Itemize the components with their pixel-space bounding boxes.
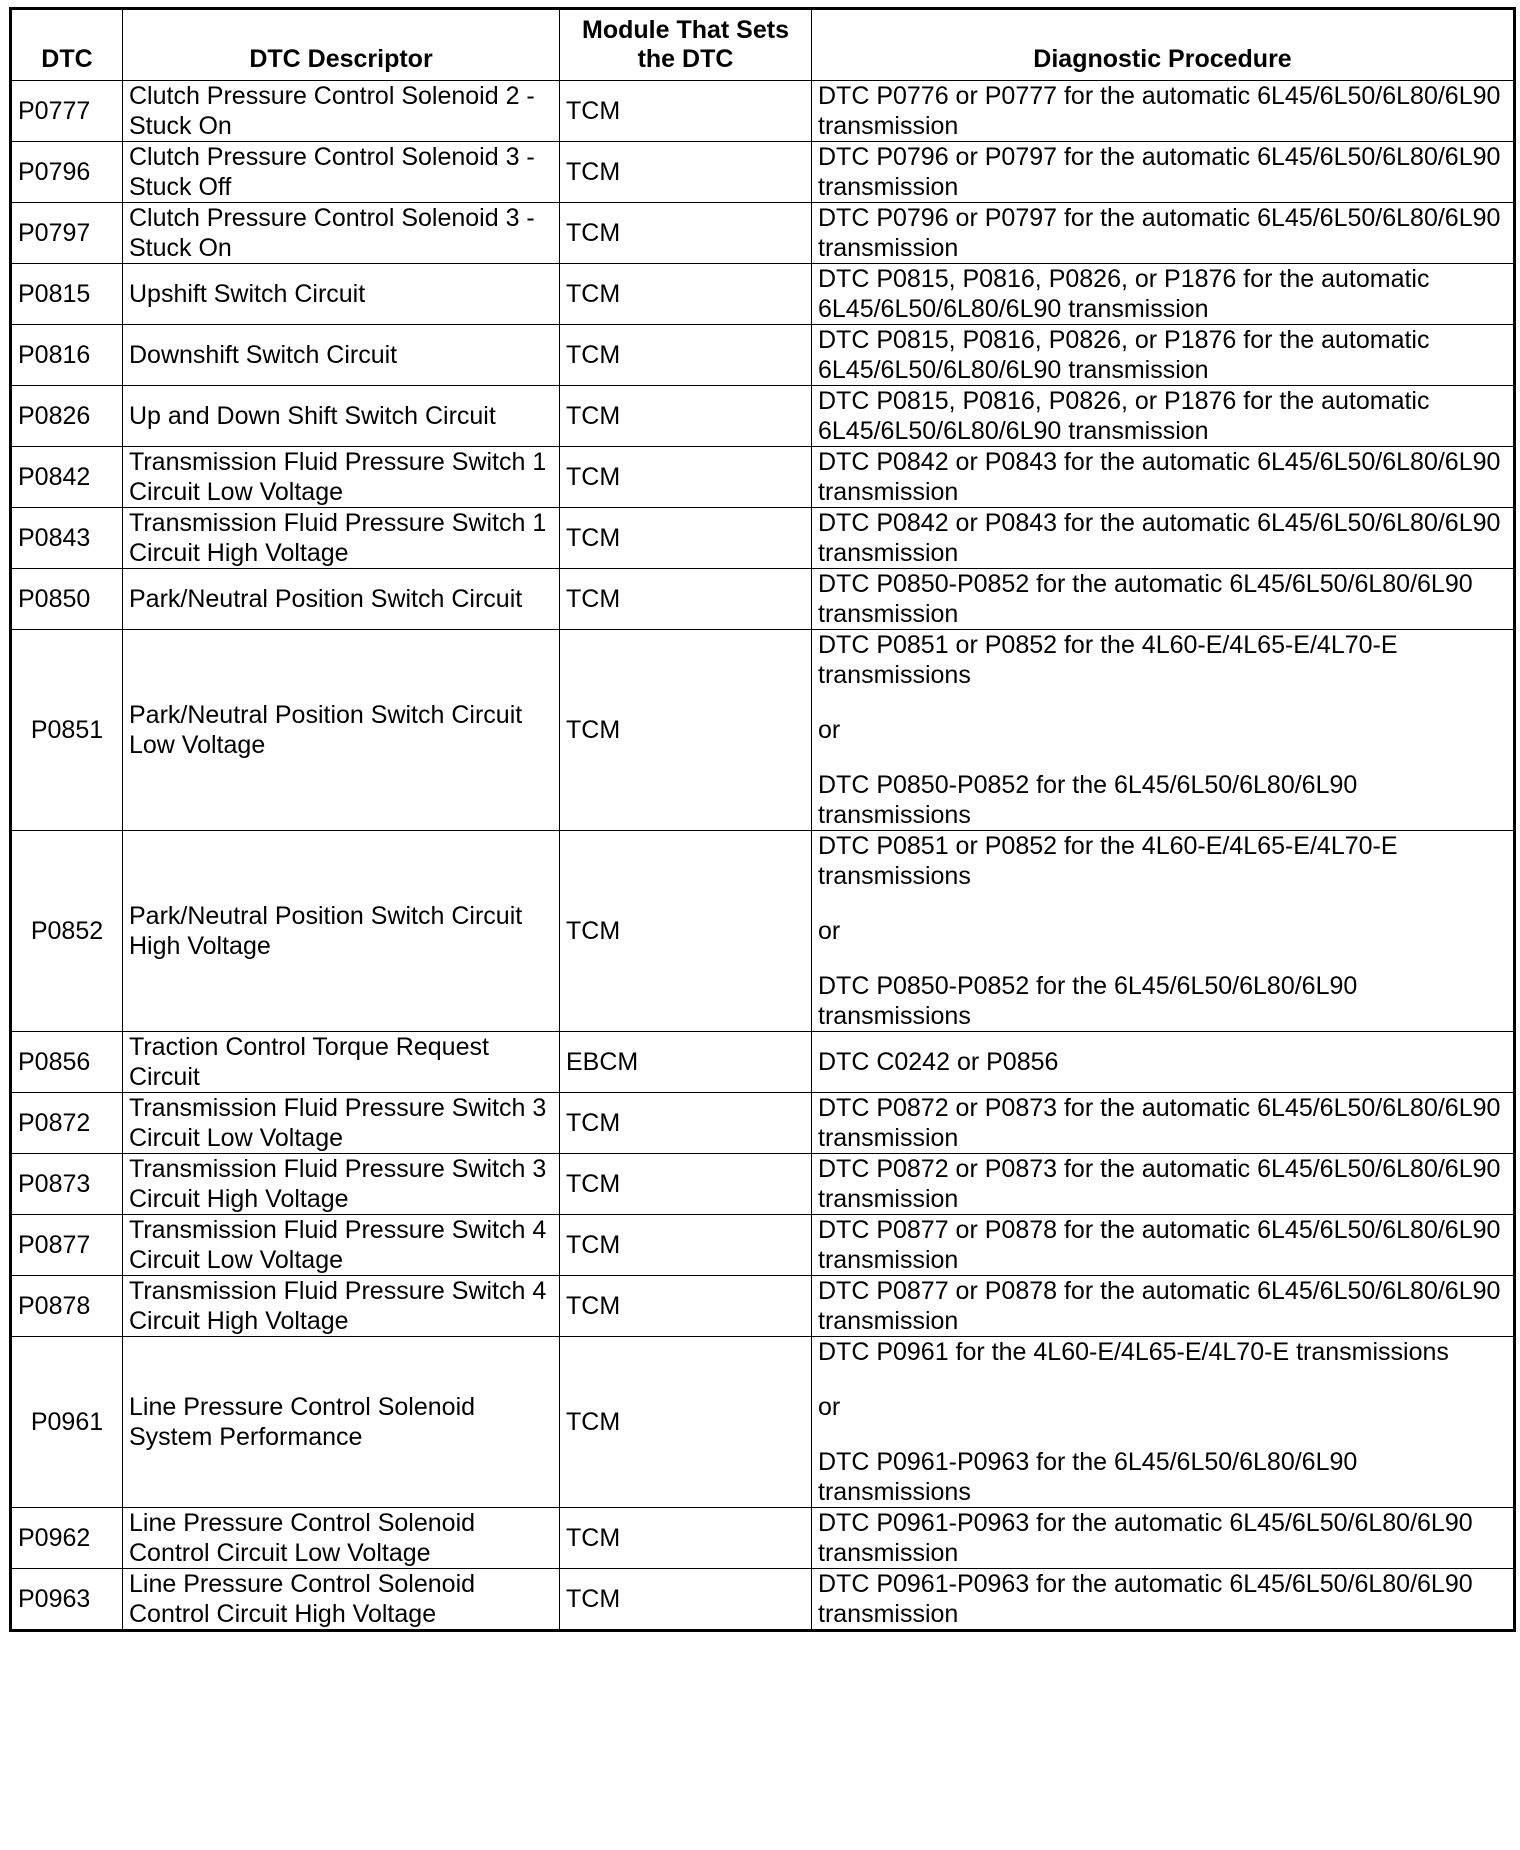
procedure-text: DTC P0796 or P0797 for the automatic 6L45/6L50/6L80/6L90 transmission bbox=[818, 204, 1501, 262]
cell-dtc: P0850 bbox=[11, 569, 123, 630]
cell-procedure bbox=[812, 447, 1515, 508]
cell-module: TCM bbox=[560, 447, 812, 508]
cell-module: TCM bbox=[560, 325, 812, 386]
cell-descriptor: Park/Neutral Position Switch Circuit Low Voltage bbox=[123, 630, 560, 831]
cell-dtc: P0877 bbox=[11, 1215, 123, 1276]
cell-descriptor: Transmission Fluid Pressure Switch 3 Circuit Low Voltage bbox=[123, 1093, 560, 1154]
procedure-text: DTC P0872 or P0873 for the automatic 6L45/6L50/6L80/6L90 transmission bbox=[818, 1094, 1501, 1152]
cell-dtc: P0873 bbox=[11, 1154, 123, 1215]
cell-dtc: P0816 bbox=[11, 325, 123, 386]
cell-descriptor: Transmission Fluid Pressure Switch 4 Circuit High Voltage bbox=[123, 1276, 560, 1337]
cell-module: TCM bbox=[560, 1093, 812, 1154]
table-row bbox=[11, 831, 1515, 1032]
cell-descriptor: Upshift Switch Circuit bbox=[123, 264, 560, 325]
cell-procedure bbox=[812, 1569, 1515, 1631]
cell-procedure bbox=[812, 264, 1515, 325]
procedure-text: DTC P0877 or P0878 for the automatic 6L45/6L50/6L80/6L90 transmission bbox=[818, 1216, 1501, 1274]
cell-dtc: P0878 bbox=[11, 1276, 123, 1337]
cell-dtc: P0962 bbox=[11, 1508, 123, 1569]
table-row bbox=[11, 81, 1515, 142]
cell-procedure bbox=[812, 203, 1515, 264]
cell-descriptor: Up and Down Shift Switch Circuit bbox=[123, 386, 560, 447]
cell-procedure bbox=[812, 1508, 1515, 1569]
procedure-text: DTC P0850-P0852 for the 6L45/6L50/6L80/6L90 transmissions bbox=[818, 972, 1358, 1030]
cell-procedure bbox=[812, 1093, 1515, 1154]
table-row bbox=[11, 142, 1515, 203]
cell-module: TCM bbox=[560, 831, 812, 1032]
cell-dtc: P0961 bbox=[11, 1337, 123, 1508]
table-row bbox=[11, 203, 1515, 264]
header-module: Module That Sets the DTC bbox=[560, 9, 812, 81]
cell-descriptor: Line Pressure Control Solenoid Control Circuit Low Voltage bbox=[123, 1508, 560, 1569]
table-row bbox=[11, 630, 1515, 831]
cell-dtc: P0851 bbox=[11, 630, 123, 831]
table-row bbox=[11, 1215, 1515, 1276]
table-row bbox=[11, 1032, 1515, 1093]
cell-procedure bbox=[812, 1154, 1515, 1215]
cell-descriptor: Transmission Fluid Pressure Switch 1 Circuit High Voltage bbox=[123, 508, 560, 569]
table-row bbox=[11, 264, 1515, 325]
procedure-text: DTC P0842 or P0843 for the automatic 6L45/6L50/6L80/6L90 transmission bbox=[818, 509, 1501, 567]
cell-dtc: P0815 bbox=[11, 264, 123, 325]
cell-module: EBCM bbox=[560, 1032, 812, 1093]
cell-descriptor: Park/Neutral Position Switch Circuit High Voltage bbox=[123, 831, 560, 1032]
cell-procedure bbox=[812, 508, 1515, 569]
procedure-text: DTC P0776 or P0777 for the automatic 6L45/6L50/6L80/6L90 transmission bbox=[818, 82, 1501, 140]
table-row bbox=[11, 447, 1515, 508]
procedure-text: DTC P0877 or P0878 for the automatic 6L45/6L50/6L80/6L90 transmission bbox=[818, 1277, 1501, 1335]
cell-module: TCM bbox=[560, 1276, 812, 1337]
cell-module: TCM bbox=[560, 203, 812, 264]
procedure-text: DTC P0850-P0852 for the 6L45/6L50/6L80/6L90 transmissions bbox=[818, 771, 1358, 829]
cell-dtc: P0796 bbox=[11, 142, 123, 203]
cell-procedure bbox=[812, 831, 1515, 1032]
cell-dtc: P0852 bbox=[11, 831, 123, 1032]
procedure-text: DTC P0872 or P0873 for the automatic 6L45/6L50/6L80/6L90 transmission bbox=[818, 1155, 1501, 1213]
procedure-text: or bbox=[818, 716, 841, 744]
cell-descriptor: Transmission Fluid Pressure Switch 1 Circuit Low Voltage bbox=[123, 447, 560, 508]
cell-module: TCM bbox=[560, 630, 812, 831]
cell-descriptor: Clutch Pressure Control Solenoid 3 - Stuck On bbox=[123, 203, 560, 264]
cell-module: TCM bbox=[560, 386, 812, 447]
cell-module: TCM bbox=[560, 569, 812, 630]
procedure-text: DTC P0961-P0963 for the 6L45/6L50/6L80/6L90 transmissions bbox=[818, 1448, 1358, 1506]
header-descriptor: DTC Descriptor bbox=[123, 9, 560, 81]
table-row bbox=[11, 325, 1515, 386]
procedure-text: DTC P0815, P0816, P0826, or P1876 for the automatic 6L45/6L50/6L80/6L90 transmission bbox=[818, 326, 1430, 384]
procedure-text: DTC P0815, P0816, P0826, or P1876 for the automatic 6L45/6L50/6L80/6L90 transmission bbox=[818, 265, 1430, 323]
table-body bbox=[11, 81, 1515, 1631]
cell-descriptor: Clutch Pressure Control Solenoid 3 - Stuck Off bbox=[123, 142, 560, 203]
cell-procedure bbox=[812, 386, 1515, 447]
cell-module: TCM bbox=[560, 1508, 812, 1569]
cell-module: TCM bbox=[560, 1337, 812, 1508]
cell-procedure bbox=[812, 1276, 1515, 1337]
cell-module: TCM bbox=[560, 1215, 812, 1276]
cell-dtc: P0856 bbox=[11, 1032, 123, 1093]
header-dtc: DTC bbox=[11, 9, 123, 81]
procedure-text: or bbox=[818, 917, 841, 945]
cell-dtc: P0843 bbox=[11, 508, 123, 569]
procedure-text: DTC P0851 or P0852 for the 4L60-E/4L65-E/4L70-E transmissions bbox=[818, 631, 1398, 689]
table-row bbox=[11, 569, 1515, 630]
dtc-table bbox=[9, 7, 1516, 1632]
cell-procedure bbox=[812, 142, 1515, 203]
cell-dtc: P0826 bbox=[11, 386, 123, 447]
cell-dtc: P0797 bbox=[11, 203, 123, 264]
cell-module: TCM bbox=[560, 264, 812, 325]
table-row bbox=[11, 508, 1515, 569]
cell-procedure bbox=[812, 1337, 1515, 1508]
table-row bbox=[11, 1508, 1515, 1569]
table-row bbox=[11, 1154, 1515, 1215]
procedure-text: DTC P0796 or P0797 for the automatic 6L45/6L50/6L80/6L90 transmission bbox=[818, 143, 1501, 201]
cell-module: TCM bbox=[560, 1569, 812, 1631]
procedure-text: DTC C0242 or P0856 bbox=[818, 1048, 1059, 1076]
cell-module: TCM bbox=[560, 1154, 812, 1215]
cell-dtc: P0842 bbox=[11, 447, 123, 508]
header-procedure: Diagnostic Procedure bbox=[812, 9, 1515, 81]
table-row bbox=[11, 1093, 1515, 1154]
procedure-text: DTC P0961-P0963 for the automatic 6L45/6L50/6L80/6L90 transmission bbox=[818, 1509, 1473, 1567]
cell-procedure bbox=[812, 569, 1515, 630]
cell-module: TCM bbox=[560, 81, 812, 142]
cell-descriptor: Traction Control Torque Request Circuit bbox=[123, 1032, 560, 1093]
table-row bbox=[11, 1337, 1515, 1508]
cell-descriptor: Clutch Pressure Control Solenoid 2 - Stuck On bbox=[123, 81, 560, 142]
cell-descriptor: Park/Neutral Position Switch Circuit bbox=[123, 569, 560, 630]
procedure-text: or bbox=[818, 1393, 841, 1421]
cell-descriptor: Transmission Fluid Pressure Switch 3 Circuit High Voltage bbox=[123, 1154, 560, 1215]
table-row bbox=[11, 1569, 1515, 1631]
header-row bbox=[11, 9, 1515, 81]
cell-module: TCM bbox=[560, 142, 812, 203]
cell-procedure bbox=[812, 1032, 1515, 1093]
procedure-text: DTC P0961 for the 4L60-E/4L65-E/4L70-E transmissions bbox=[818, 1338, 1449, 1366]
cell-descriptor: Line Pressure Control Solenoid System Performance bbox=[123, 1337, 560, 1508]
cell-procedure bbox=[812, 630, 1515, 831]
table-header bbox=[11, 9, 1515, 81]
cell-procedure bbox=[812, 325, 1515, 386]
cell-module: TCM bbox=[560, 508, 812, 569]
procedure-text: DTC P0815, P0816, P0826, or P1876 for the automatic 6L45/6L50/6L80/6L90 transmission bbox=[818, 387, 1430, 445]
procedure-text: DTC P0850-P0852 for the automatic 6L45/6L50/6L80/6L90 transmission bbox=[818, 570, 1473, 628]
procedure-text: DTC P0842 or P0843 for the automatic 6L45/6L50/6L80/6L90 transmission bbox=[818, 448, 1501, 506]
cell-procedure bbox=[812, 81, 1515, 142]
cell-dtc: P0777 bbox=[11, 81, 123, 142]
cell-procedure bbox=[812, 1215, 1515, 1276]
cell-descriptor: Transmission Fluid Pressure Switch 4 Circuit Low Voltage bbox=[123, 1215, 560, 1276]
procedure-text: DTC P0851 or P0852 for the 4L60-E/4L65-E/4L70-E transmissions bbox=[818, 832, 1398, 890]
cell-dtc: P0963 bbox=[11, 1569, 123, 1631]
table-row bbox=[11, 1276, 1515, 1337]
cell-dtc: P0872 bbox=[11, 1093, 123, 1154]
procedure-text: DTC P0961-P0963 for the automatic 6L45/6L50/6L80/6L90 transmission bbox=[818, 1570, 1473, 1628]
cell-descriptor: Downshift Switch Circuit bbox=[123, 325, 560, 386]
cell-descriptor: Line Pressure Control Solenoid Control Circuit High Voltage bbox=[123, 1569, 560, 1631]
table-row bbox=[11, 386, 1515, 447]
